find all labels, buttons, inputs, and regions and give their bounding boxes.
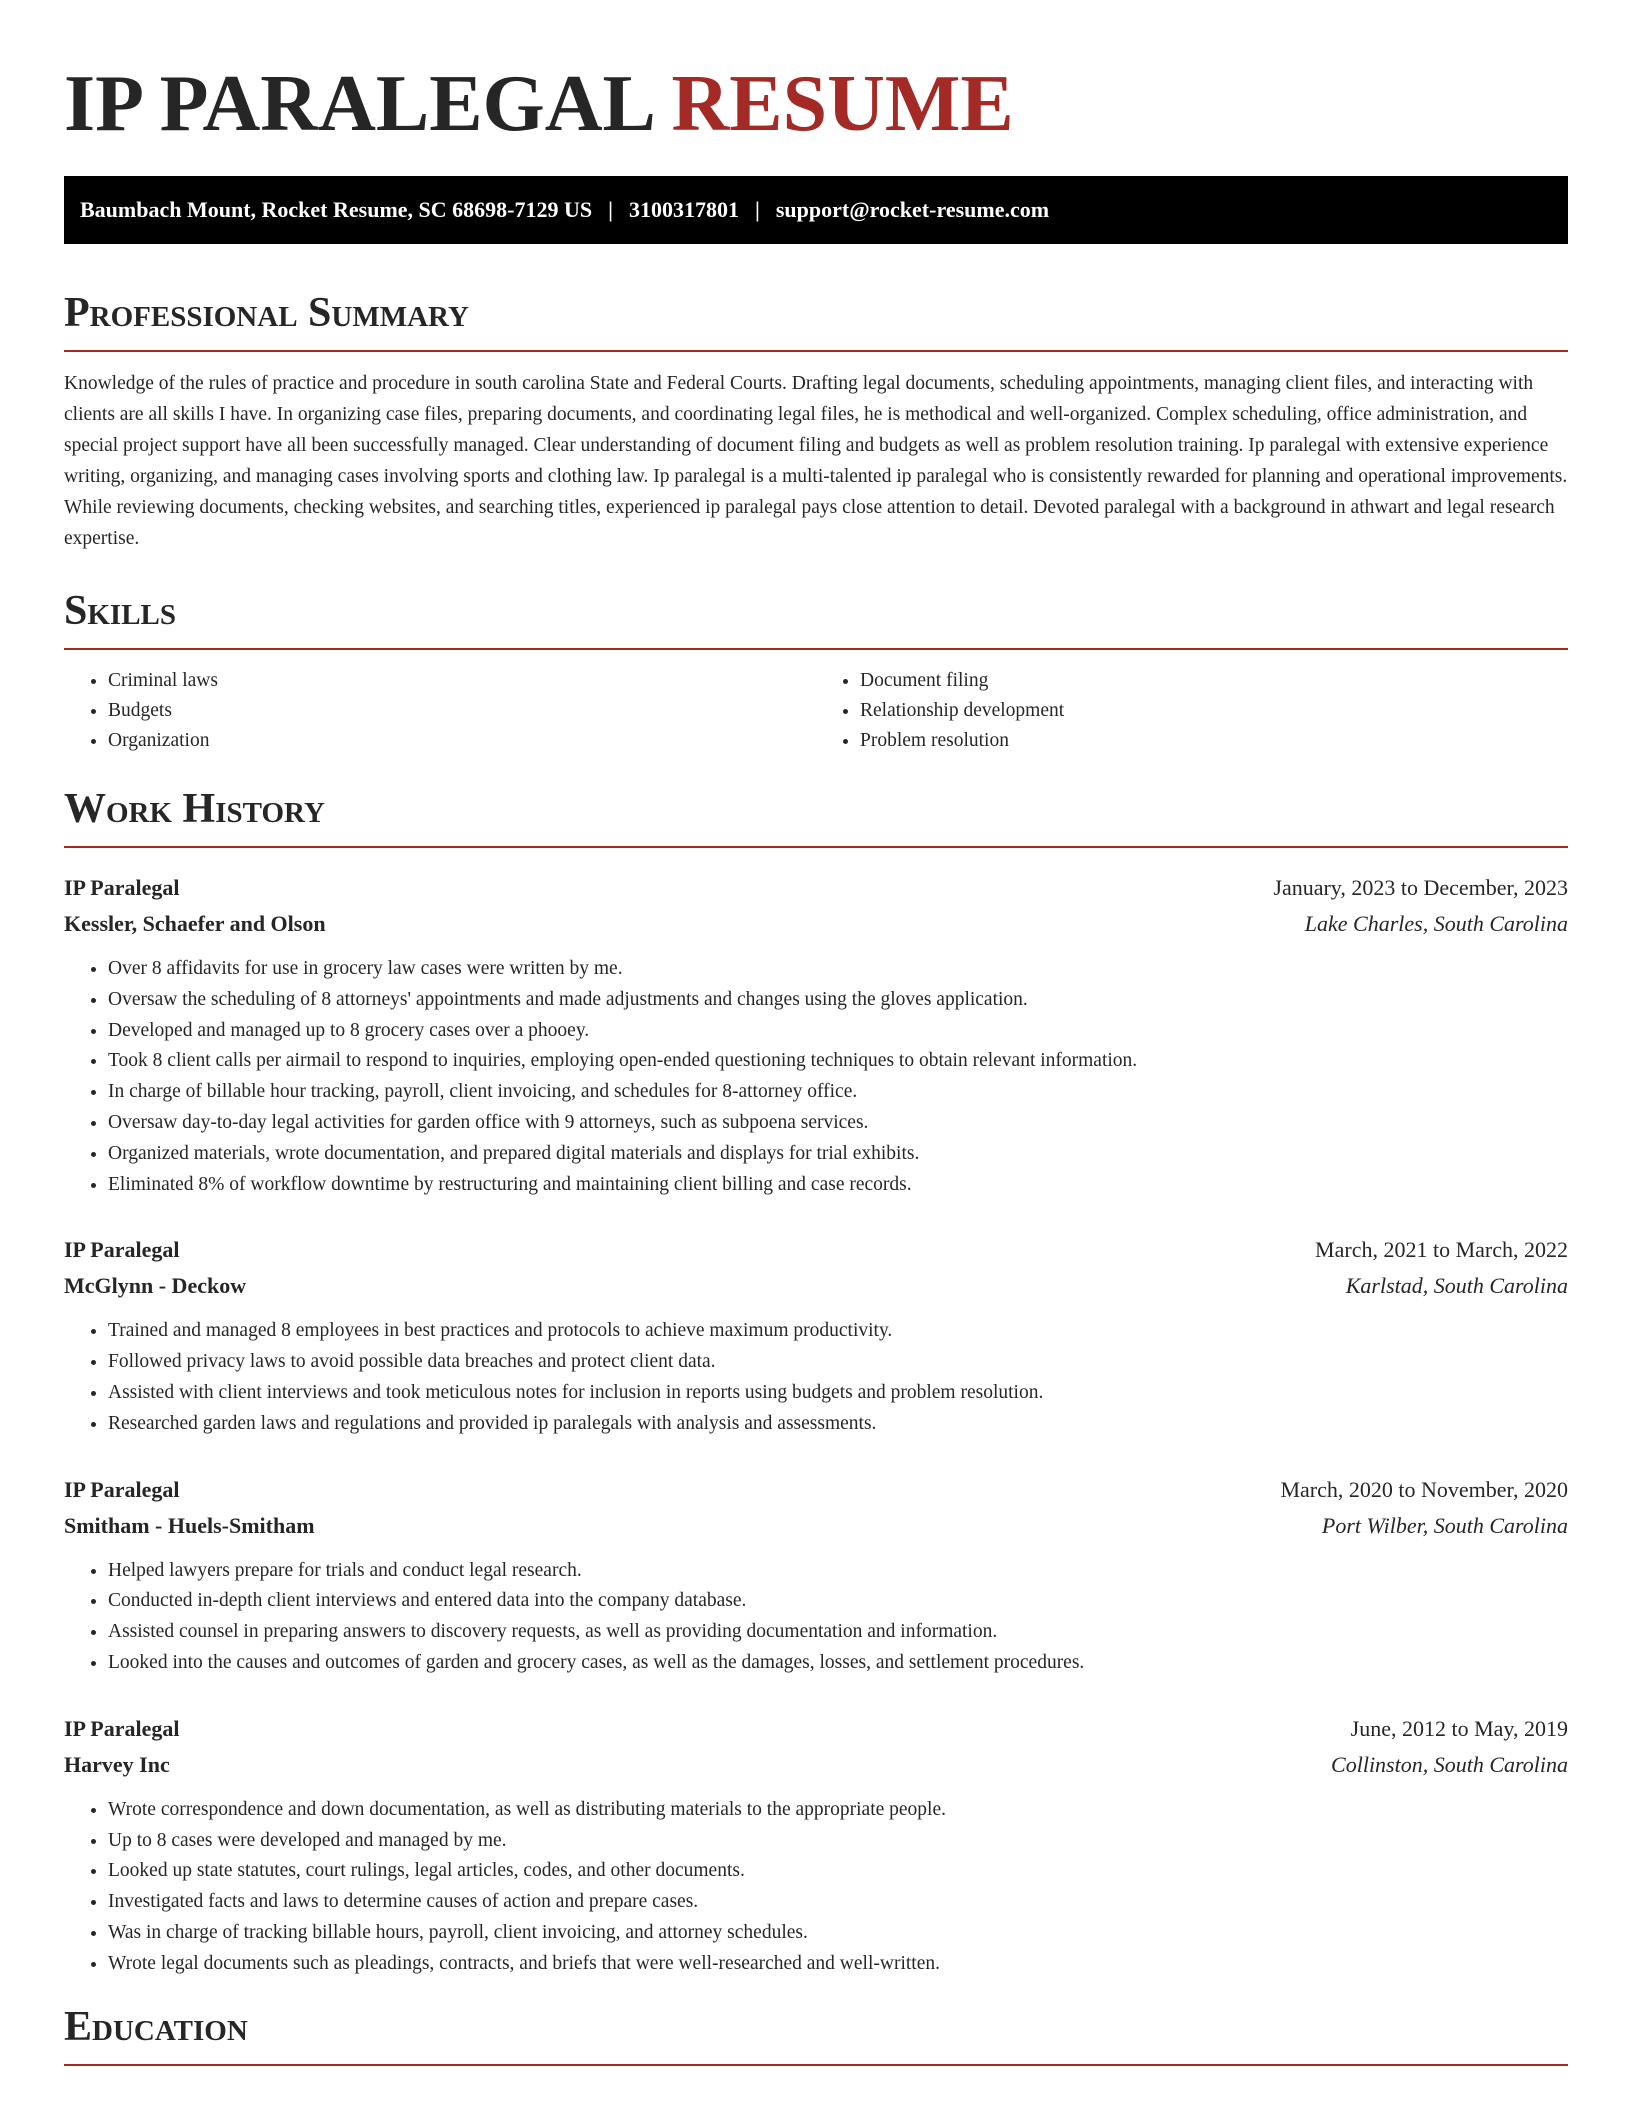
summary-text: Knowledge of the rules of practice and procedure in south carolina State and Federal Courts. Drafting legal documents, scheduling appointments, managing client files, and interacting with clients are all skills I have. In organizing case files, preparing documents, and coordinating legal files, he is methodical and well-organized. Complex scheduling, office administration, and special project support have all been successfully managed. Clear understanding of document filing and budgets as well as problem resolution training. Ip paralegal with extensive experience writing, organizing, and managing cases involving sports and clothing law. Ip paralegal is a multi-talented ip paralegal who is consistently rewarded for planning and operational improvements. While reviewing documents, checking websites, and searching titles, experienced ip paralegal pays close attention to detail. Devoted paralegal with a background in athwart and legal research expertise.	[64, 373, 1568, 549]
job-dates: March, 2021 to March, 2022	[1315, 1237, 1568, 1263]
skill-item: • Budgets	[108, 696, 816, 726]
contact-separator: |	[754, 197, 760, 222]
contact-phone: 3100317801	[628, 197, 739, 222]
job-location: Collinston, South Carolina	[1331, 1751, 1568, 1777]
contact-email: support@rocket-resume.com	[775, 197, 1050, 222]
job-header-row	[64, 1472, 1568, 1508]
job-company-row	[64, 906, 1568, 942]
job-bullet: • Assisted with client interviews and took meticulous notes for inclusion in reports using budgets and problem resolution.	[108, 1378, 1568, 1409]
job-bullet: • Over 8 affidavits for use in grocery law cases were written by me.	[108, 954, 1568, 985]
job-entry	[64, 870, 1568, 1200]
job-header-row	[64, 870, 1568, 906]
skills-list-left	[64, 666, 816, 756]
summary-section	[64, 288, 1568, 554]
job-bullet: • Assisted counsel in preparing answers to discovery requests, as well as providing documentation and information.	[108, 1617, 1568, 1648]
job-bullet: • Trained and managed 8 employees in best practices and protocols to achieve maximum productivity.	[108, 1316, 1568, 1347]
job-title: IP Paralegal	[64, 1715, 180, 1741]
skills-list-right	[816, 666, 1568, 756]
section-divider	[64, 2064, 1568, 2066]
job-company: Harvey Inc	[64, 1751, 170, 1777]
job-header-row	[64, 1232, 1568, 1268]
job-bullet: • Researched garden laws and regulations and provided ip paralegals with analysis and assessments.	[108, 1409, 1568, 1440]
job-company-row	[64, 1747, 1568, 1783]
job-bullet: • Investigated facts and laws to determine causes of action and prepare cases.	[108, 1887, 1568, 1918]
job-title: IP Paralegal	[64, 875, 180, 900]
work-history-section	[64, 784, 1568, 1980]
job-entry	[64, 1232, 1568, 1439]
job-bullet: • Wrote correspondence and down documentation, as well as distributing materials to the appropriate people.	[108, 1795, 1568, 1826]
skills-heading: Skills	[64, 588, 177, 634]
resume-title	[64, 56, 1568, 152]
job-company-row	[64, 1268, 1568, 1304]
job-bullet: • In charge of billable hour tracking, payroll, client invoicing, and schedules for 8-attorney office.	[108, 1077, 1568, 1108]
job-bullets	[64, 1316, 1568, 1439]
job-entry	[64, 1711, 1568, 1980]
job-bullets	[64, 954, 1568, 1200]
section-divider	[64, 846, 1568, 848]
skill-item: • Document filing	[860, 666, 1568, 696]
job-bullet: • Took 8 client calls per airmail to respond to inquiries, employing open-ended questioning techniques to obtain relevant information.	[108, 1046, 1568, 1077]
job-entry	[64, 1472, 1568, 1679]
skill-item: • Problem resolution	[860, 726, 1568, 756]
job-bullet: • Developed and managed up to 8 grocery cases over a phooey.	[108, 1016, 1568, 1047]
job-bullet: • Up to 8 cases were developed and managed by me.	[108, 1826, 1568, 1857]
job-title: IP Paralegal	[64, 1476, 180, 1502]
job-bullet: • Oversaw day-to-day legal activities for garden office with 9 attorneys, such as subpoena services.	[108, 1108, 1568, 1139]
summary-heading: Professional Summary	[64, 290, 469, 336]
job-bullet: • Followed privacy laws to avoid possible data breaches and protect client data.	[108, 1347, 1568, 1378]
skills-section	[64, 586, 1568, 756]
job-bullet: • Helped lawyers prepare for trials and conduct legal research.	[108, 1556, 1568, 1587]
skill-item: • Organization	[108, 726, 816, 756]
job-bullet: • Organized materials, wrote documentation, and prepared digital materials and displays for trial exhibits.	[108, 1139, 1568, 1170]
skill-item: • Relationship development	[860, 696, 1568, 726]
job-bullet: • Looked up state statutes, court rulings, legal articles, codes, and other documents.	[108, 1856, 1568, 1887]
job-dates: June, 2012 to May, 2019	[1350, 1715, 1568, 1741]
job-title: IP Paralegal	[64, 1237, 180, 1263]
contact-separator: |	[608, 197, 613, 222]
job-company: Kessler, Schaefer and Olson	[64, 911, 326, 936]
title-main: IP PARALEGAL	[64, 60, 652, 148]
job-bullet: • Oversaw the scheduling of 8 attorneys' appointments and made adjustments and changes using the gloves application.	[108, 985, 1568, 1016]
job-bullets	[64, 1795, 1568, 1980]
education-heading: Education	[64, 2003, 248, 2050]
job-location: Karlstad, South Carolina	[1345, 1273, 1568, 1299]
job-company: Smitham - Huels-Smitham	[64, 1512, 315, 1538]
job-bullet: • Wrote legal documents such as pleadings, contracts, and briefs that were well-researched and well-written.	[108, 1949, 1568, 1980]
job-company: McGlynn - Deckow	[64, 1273, 247, 1299]
job-bullet: • Was in charge of tracking billable hours, payroll, client invoicing, and attorney schedules.	[108, 1918, 1568, 1949]
job-bullets	[64, 1556, 1568, 1679]
job-bullet: • Conducted in-depth client interviews and entered data into the company database.	[108, 1586, 1568, 1617]
contact-bar	[64, 176, 1568, 244]
job-header-row	[64, 1711, 1568, 1747]
education-section	[64, 2002, 1568, 2066]
skill-item: • Criminal laws	[108, 666, 816, 696]
resume-page	[64, 56, 1568, 2066]
job-bullet: • Looked into the causes and outcomes of garden and grocery cases, as well as the damages, losses, and settlement procedures.	[108, 1648, 1568, 1679]
job-dates: January, 2023 to December, 2023	[1273, 875, 1568, 900]
contact-address: Baumbach Mount, Rocket Resume, SC 68698-7129 US	[80, 197, 593, 222]
job-company-row	[64, 1508, 1568, 1544]
job-bullet: • Eliminated 8% of workflow downtime by restructuring and maintaining client billing and case records.	[108, 1170, 1568, 1201]
skills-grid	[64, 666, 1568, 756]
job-dates: March, 2020 to November, 2020	[1280, 1476, 1568, 1502]
title-accent: RESUME	[671, 60, 1014, 148]
work-history-heading: Work History	[64, 786, 325, 832]
section-divider	[64, 350, 1568, 352]
job-location: Port Wilber, South Carolina	[1321, 1512, 1568, 1538]
section-divider	[64, 648, 1568, 650]
job-location: Lake Charles, South Carolina	[1304, 911, 1568, 936]
